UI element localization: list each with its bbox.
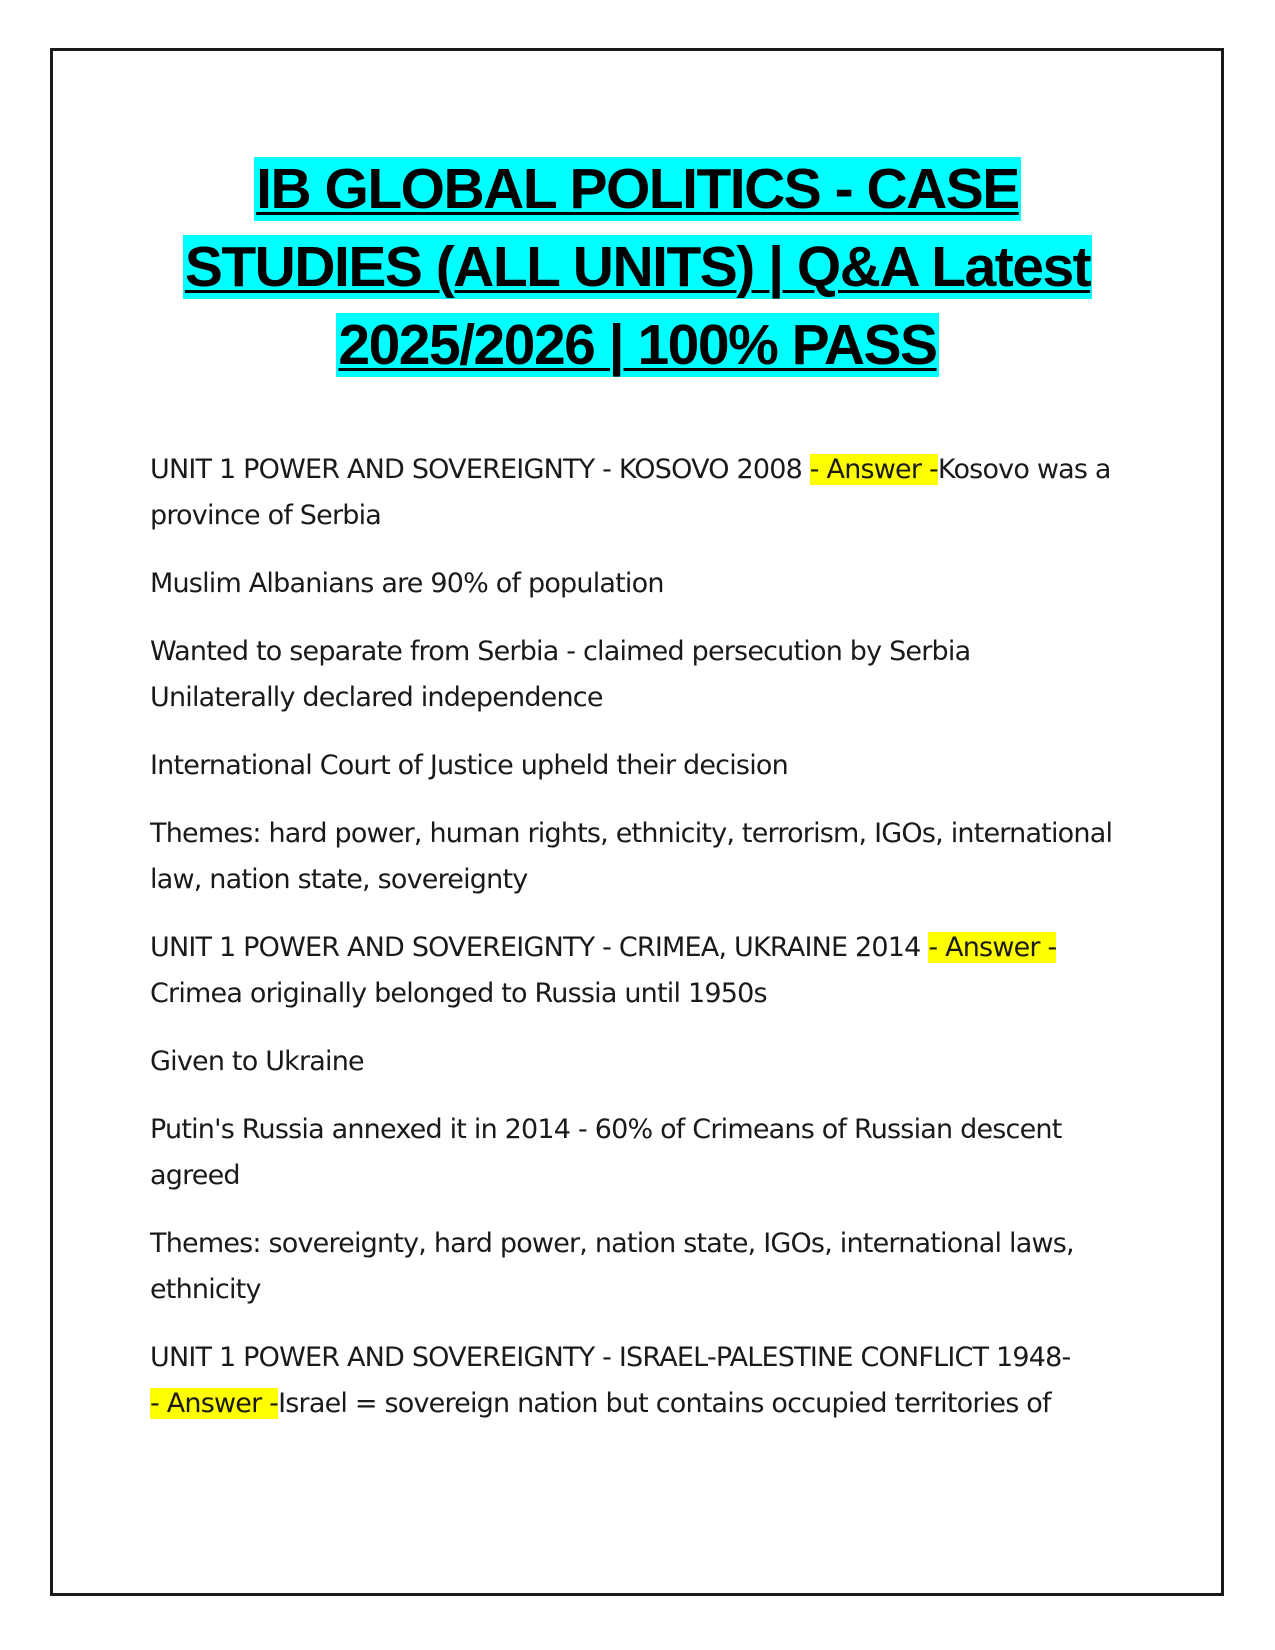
answer-text: Israel = sovereign nation but contains occupied territories of — [278, 1388, 1051, 1419]
qa-block-crimea — [150, 925, 1150, 1017]
paragraph — [150, 629, 1150, 721]
paragraph: Muslim Albanians are 90% of population — [150, 568, 664, 599]
title-line-3: 2025/2026 | 100% PASS — [338, 313, 937, 377]
answer-text: Kosovo was a province of Serbia — [150, 454, 1111, 531]
document-body — [150, 447, 1150, 1449]
qa-block-kosovo — [150, 447, 1150, 539]
qa-block-israel-palestine — [150, 1335, 1150, 1427]
title-line-2: STUDIES (ALL UNITS) | Q&A Latest — [184, 235, 1091, 299]
question-text: UNIT 1 POWER AND SOVEREIGNTY - ISRAEL-PALESTINE CONFLICT 1948- — [150, 1342, 1071, 1373]
document-title — [120, 150, 1155, 384]
paragraph-line: Unilaterally declared independence — [150, 682, 603, 713]
paragraph-line: Wanted to separate from Serbia - claimed persecution by Serbia — [150, 636, 971, 667]
paragraph: Themes: hard power, human rights, ethnicity, terrorism, IGOs, international law, nation state, sovereignty — [150, 818, 1113, 895]
title-line-1: IB GLOBAL POLITICS - CASE — [256, 157, 1019, 221]
answer-text: Crimea originally belonged to Russia until 1950s — [150, 978, 767, 1009]
paragraph: Putin's Russia annexed it in 2014 - 60% of Crimeans of Russian descent agreed — [150, 1114, 1062, 1191]
paragraph: International Court of Justice upheld their decision — [150, 750, 788, 781]
answer-label: - Answer - — [809, 454, 938, 485]
paragraph: Themes: sovereignty, hard power, nation state, IGOs, international laws, ethnicity — [150, 1228, 1074, 1305]
question-text: UNIT 1 POWER AND SOVEREIGNTY - CRIMEA, UKRAINE 2014 — [150, 932, 929, 963]
answer-label: - Answer - — [150, 1388, 279, 1419]
answer-label: - Answer - — [928, 932, 1057, 963]
paragraph: Given to Ukraine — [150, 1046, 364, 1077]
question-text: UNIT 1 POWER AND SOVEREIGNTY - KOSOVO 2008 — [150, 454, 810, 485]
